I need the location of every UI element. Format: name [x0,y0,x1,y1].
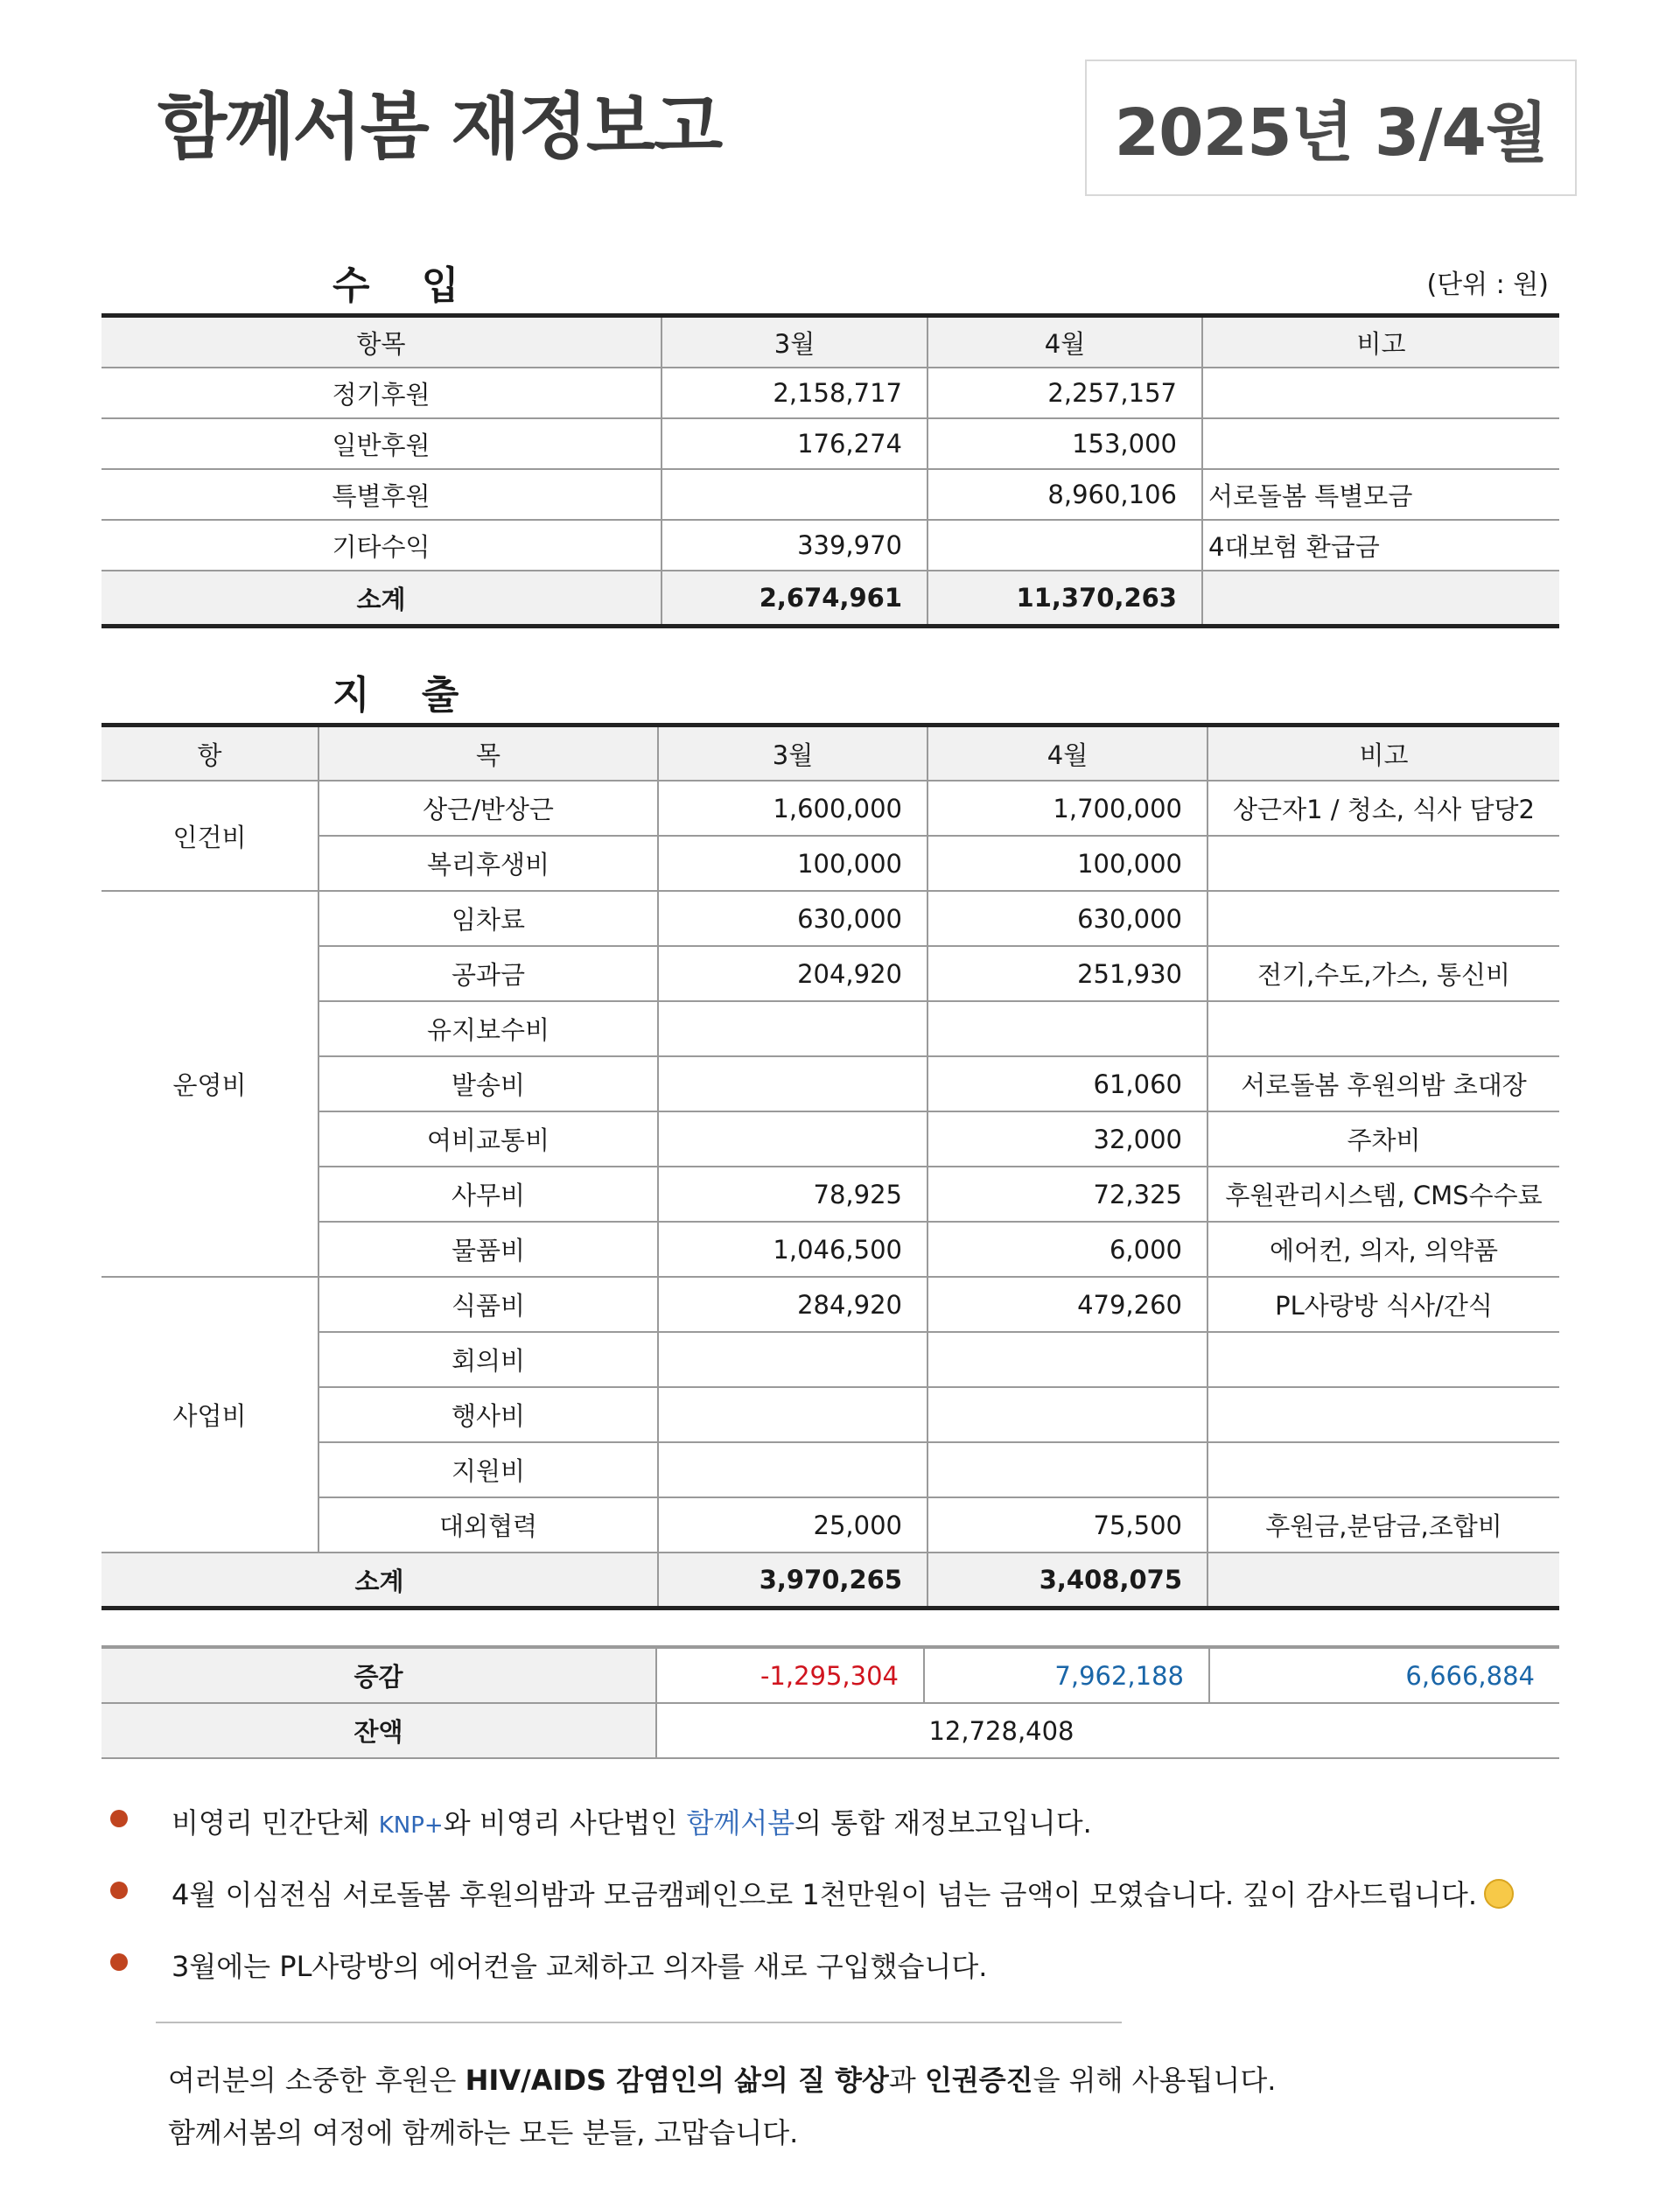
note-text: 3월에는 PL사랑방의 에어컨을 교체하고 의자를 새로 구입했습니다. [172,1950,988,1983]
expense-april: 75,500 [928,1497,1208,1553]
table-row [102,891,1559,946]
change-label: 증감 [102,1647,656,1703]
expense-note: 서로돌봄 후원의밤 초대장 [1208,1056,1559,1111]
bullet-icon [110,1810,128,1827]
note-text: 4월 이심전심 서로돌봄 후원의밤과 모금캠페인으로 1천만원이 넘는 금액이 모였습니다. 깊이 감사드립니다. [172,1873,1514,1913]
list-item [103,1938,1591,2009]
expense-note: 후원관리시스템, CMS수수료 [1208,1167,1559,1222]
expense-april [928,1387,1208,1442]
expense-note: 전기,수도,가스, 통신비 [1208,946,1559,1001]
expense-april: 72,325 [928,1167,1208,1222]
balance-row [102,1703,1559,1758]
list-item [103,1794,1591,1866]
expense-march: 630,000 [658,891,928,946]
income-note [1202,368,1559,418]
expense-march: 25,000 [658,1497,928,1553]
expense-col-note: 비고 [1208,725,1559,782]
expense-march [658,1111,928,1167]
table-row [102,1497,1559,1553]
expense-note: 후원금,분담금,조합비 [1208,1497,1559,1553]
unit-label: (단위 : 원) [1426,270,1549,300]
income-col-march: 3월 [662,316,928,368]
income-march: 339,970 [662,520,928,571]
table-row [102,1387,1559,1442]
income-col-item: 항목 [102,316,662,368]
expense-item: 공과금 [318,946,658,1001]
report-title: 함께서봄 재정보고 [158,86,722,169]
org-label: 함께서봄 [686,1806,795,1840]
expense-note: 상근자1 / 청소, 식사 담당2 [1208,781,1559,836]
expense-subtotal-row [102,1553,1559,1609]
income-april: 153,000 [928,418,1202,469]
table-row [102,368,1559,418]
income-note [1202,418,1559,469]
table-row [102,1442,1559,1497]
expense-april: 100,000 [928,836,1208,891]
expense-april: 479,260 [928,1277,1208,1332]
expense-col-category: 항 [102,725,318,782]
expense-march [658,1387,928,1442]
expense-note: PL사랑방 식사/간식 [1208,1277,1559,1332]
expense-april: 32,000 [928,1111,1208,1167]
closing-line-1: 여러분의 소중한 후원은 HIV/AIDS 감염인의 삶의 질 향상과 인권증진을 위해 사용됩니다. [168,2064,1277,2097]
expense-item: 임차료 [318,891,658,946]
income-note: 서로돌봄 특별모금 [1202,469,1559,520]
expense-item: 식품비 [318,1277,658,1332]
expense-april: 630,000 [928,891,1208,946]
income-item: 일반후원 [102,418,662,469]
expense-subtotal-note [1208,1553,1559,1609]
expense-item: 대외협력 [318,1497,658,1553]
expense-item: 사무비 [318,1167,658,1222]
list-item [103,1866,1591,1938]
change-march: -1,295,304 [656,1647,924,1703]
expense-item: 상근/반상근 [318,781,658,836]
table-row [102,469,1559,520]
expense-march [658,1442,928,1497]
smiling-face-icon [1484,1879,1514,1909]
table-row [102,1056,1559,1111]
expense-item: 물품비 [318,1222,658,1277]
change-row [102,1647,1559,1703]
expense-march: 100,000 [658,836,928,891]
income-note: 4대보험 환급금 [1202,520,1559,571]
expense-item: 회의비 [318,1332,658,1387]
expense-note: 주차비 [1208,1111,1559,1167]
closing-line-2: 함께서봄의 여정에 함께하는 모든 분들, 고맙습니다. [168,2116,799,2149]
expense-category: 사업비 [102,1277,318,1553]
expense-april: 251,930 [928,946,1208,1001]
expense-note [1208,891,1559,946]
expense-col-april: 4월 [928,725,1208,782]
income-april [928,520,1202,571]
expense-march: 1,600,000 [658,781,928,836]
income-march: 176,274 [662,418,928,469]
expense-march [658,1332,928,1387]
expense-april: 6,000 [928,1222,1208,1277]
summary-table [102,1645,1559,1759]
change-april: 7,962,188 [924,1647,1209,1703]
expense-note [1208,1001,1559,1056]
balance-value: 12,728,408 [656,1703,1559,1758]
table-row [102,1277,1559,1332]
expense-march: 1,046,500 [658,1222,928,1277]
income-subtotal-note [1202,571,1559,627]
expense-march [658,1056,928,1111]
table-row [102,836,1559,891]
expense-april [928,1442,1208,1497]
expense-col-item: 목 [318,725,658,782]
table-row [102,1332,1559,1387]
expense-col-march: 3월 [658,725,928,782]
balance-label: 잔액 [102,1703,656,1758]
bullet-icon [110,1882,128,1899]
income-item: 특별후원 [102,469,662,520]
table-row [102,418,1559,469]
notes-list [103,1794,1591,2009]
table-row [102,1001,1559,1056]
table-row [102,1222,1559,1277]
table-row [102,946,1559,1001]
expense-note [1208,1332,1559,1387]
expense-april: 1,700,000 [928,781,1208,836]
income-table [102,313,1559,628]
expense-april [928,1001,1208,1056]
income-march [662,469,928,520]
expense-item: 유지보수비 [318,1001,658,1056]
knp-label: KNP+ [378,1812,444,1839]
income-section-title: 수 입 [332,263,479,308]
table-row [102,1111,1559,1167]
expense-item: 발송비 [318,1056,658,1111]
divider [156,2022,1122,2023]
income-april: 8,960,106 [928,469,1202,520]
income-march: 2,158,717 [662,368,928,418]
expense-item: 지원비 [318,1442,658,1497]
income-item: 정기후원 [102,368,662,418]
expense-item: 여비교통비 [318,1111,658,1167]
table-row [102,1167,1559,1222]
income-col-april: 4월 [928,316,1202,368]
income-col-note: 비고 [1202,316,1559,368]
income-item: 기타수익 [102,520,662,571]
report-period: 2025년 3/4월 [1085,60,1577,196]
expense-item: 행사비 [318,1387,658,1442]
expense-subtotal-april: 3,408,075 [928,1553,1208,1609]
expense-april [928,1332,1208,1387]
expense-note [1208,1387,1559,1442]
expense-march: 204,920 [658,946,928,1001]
note-text: 비영리 민간단체 KNP+와 비영리 사단법인 함께서봄의 통합 재정보고입니다. [172,1806,1092,1840]
expense-note [1208,836,1559,891]
expense-subtotal-label: 소계 [102,1553,658,1609]
expense-note: 에어컨, 의자, 의약품 [1208,1222,1559,1277]
income-subtotal-march: 2,674,961 [662,571,928,627]
expense-category: 운영비 [102,891,318,1277]
expense-note [1208,1442,1559,1497]
bullet-icon [110,1953,128,1971]
expense-april: 61,060 [928,1056,1208,1111]
expense-subtotal-march: 3,970,265 [658,1553,928,1609]
expense-category: 인건비 [102,781,318,891]
income-header-row [102,316,1559,368]
expense-section-title: 지 출 [332,673,479,718]
table-row [102,781,1559,836]
expense-march: 284,920 [658,1277,928,1332]
income-subtotal-april: 11,370,263 [928,571,1202,627]
income-subtotal-row [102,571,1559,627]
table-row [102,520,1559,571]
income-april: 2,257,157 [928,368,1202,418]
change-total: 6,666,884 [1209,1647,1559,1703]
expense-table [102,723,1559,1610]
income-subtotal-label: 소계 [102,571,662,627]
expense-item: 복리후생비 [318,836,658,891]
expense-march: 78,925 [658,1167,928,1222]
expense-march [658,1001,928,1056]
expense-header-row [102,725,1559,782]
